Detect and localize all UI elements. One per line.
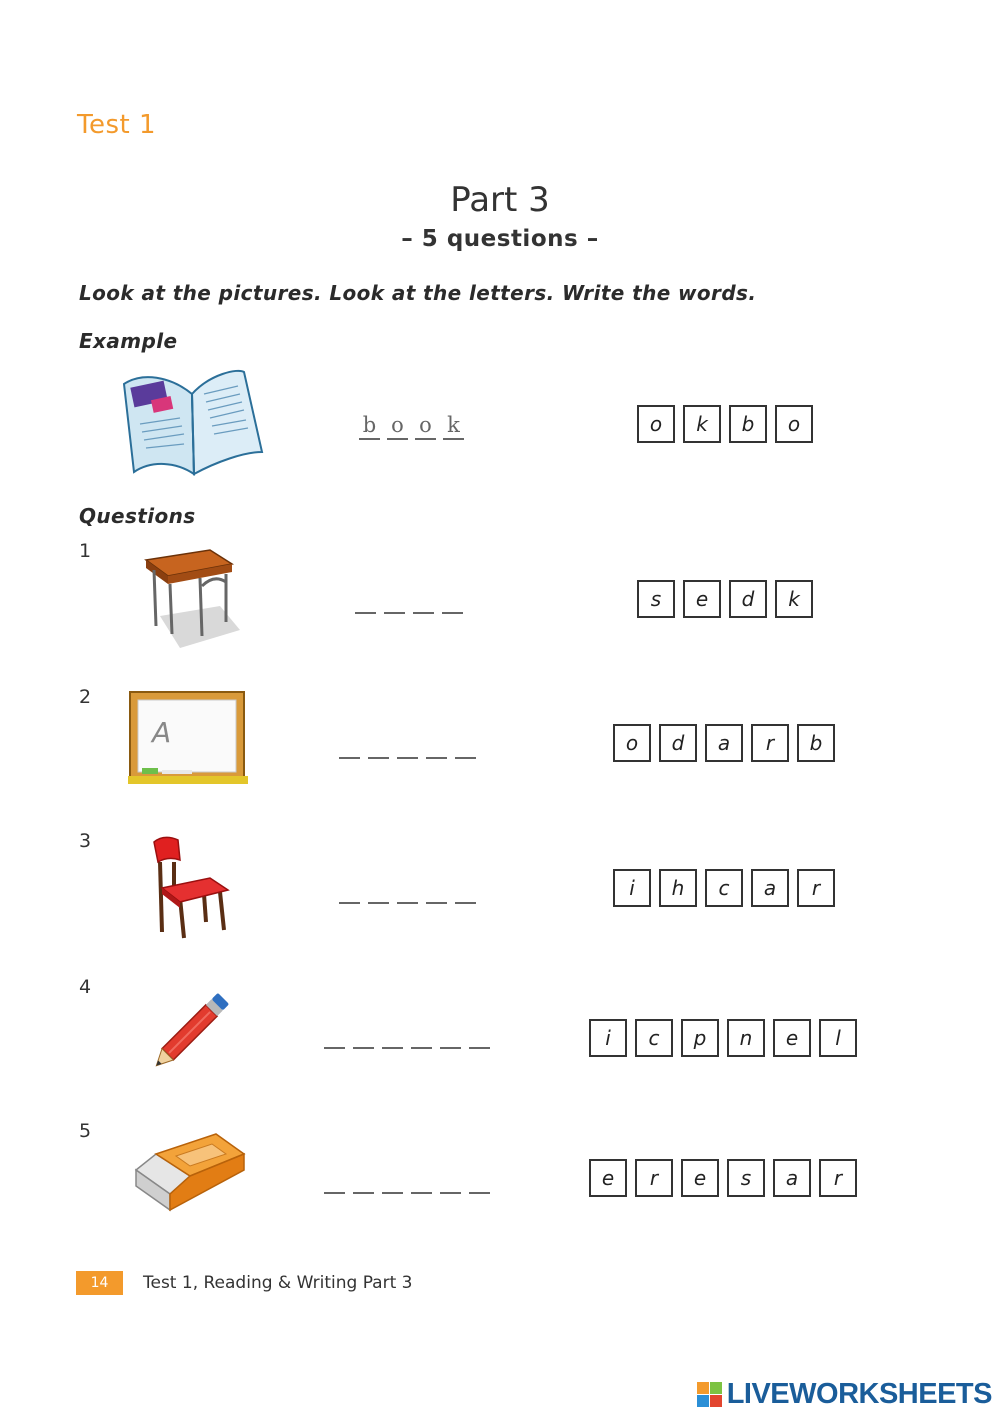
letter-tile: s (637, 580, 675, 618)
letter-tile: c (635, 1019, 673, 1057)
answer-blank[interactable] (442, 612, 463, 614)
instruction: Look at the pictures. Look at the letters. Write the words. (79, 281, 757, 305)
letter-tile: a (751, 869, 789, 907)
desk-icon (140, 546, 245, 656)
answer-blank[interactable] (440, 1047, 461, 1049)
example-label: Example (79, 329, 178, 353)
page-number-badge: 14 (76, 1271, 123, 1295)
example-answer-letter: o (387, 412, 408, 440)
letter-tile: a (705, 724, 743, 762)
eraser-icon (130, 1132, 248, 1218)
part-title: Part 3 (450, 180, 550, 220)
letter-tile: r (797, 869, 835, 907)
question-number: 3 (79, 830, 92, 852)
letter-tile: e (681, 1159, 719, 1197)
letter-tile: o (637, 405, 675, 443)
example-answer-letter: o (415, 412, 436, 440)
answer-blank[interactable] (411, 1192, 432, 1194)
question-number: 1 (79, 540, 92, 562)
answer-blank[interactable] (469, 1192, 490, 1194)
questions-label: Questions (79, 504, 196, 528)
answer-blank[interactable] (382, 1192, 403, 1194)
answer-blank[interactable] (397, 902, 418, 904)
answer-blank[interactable] (413, 612, 434, 614)
answer-blank[interactable] (355, 612, 376, 614)
answer-blank[interactable] (324, 1047, 345, 1049)
question-number: 5 (79, 1120, 92, 1142)
question-number: 2 (79, 686, 92, 708)
answer-blank[interactable] (368, 902, 389, 904)
letter-tile: r (819, 1159, 857, 1197)
letter-tile: b (729, 405, 767, 443)
letter-tile: a (773, 1159, 811, 1197)
letter-tile: d (659, 724, 697, 762)
answer-blank[interactable] (426, 902, 447, 904)
liveworksheets-logo (697, 1378, 992, 1411)
letter-tile: p (681, 1019, 719, 1057)
answer-blanks[interactable] (339, 902, 476, 904)
answer-blanks[interactable] (355, 612, 463, 614)
letter-tiles (637, 580, 813, 618)
letter-tile: o (613, 724, 651, 762)
letter-tile: b (797, 724, 835, 762)
board-letter: A (152, 716, 172, 749)
answer-blanks[interactable] (324, 1047, 490, 1049)
answer-blank[interactable] (397, 757, 418, 759)
chair-icon (150, 832, 235, 946)
answer-blank[interactable] (382, 1047, 403, 1049)
answer-blank[interactable] (368, 757, 389, 759)
book-icon (120, 364, 265, 480)
footer-text: Test 1, Reading & Writing Part 3 (143, 1273, 413, 1293)
letter-tile: d (729, 580, 767, 618)
letter-tile: i (589, 1019, 627, 1057)
answer-blank[interactable] (339, 902, 360, 904)
letter-tile: i (613, 869, 651, 907)
answer-blank[interactable] (324, 1192, 345, 1194)
letter-tile: e (683, 580, 721, 618)
answer-blank[interactable] (469, 1047, 490, 1049)
letter-tile: e (773, 1019, 811, 1057)
answer-blanks[interactable] (324, 1192, 490, 1194)
letter-tile: c (705, 869, 743, 907)
answer-blank[interactable] (426, 757, 447, 759)
answer-blank[interactable] (440, 1192, 461, 1194)
answer-blank[interactable] (455, 902, 476, 904)
letter-tile: h (659, 869, 697, 907)
part-subtitle: – 5 questions – (401, 226, 599, 252)
example-answer-letter: b (359, 412, 380, 440)
question-number: 4 (79, 976, 92, 998)
letter-tiles (613, 869, 835, 907)
example-letter-tiles (637, 405, 813, 443)
answer-blank[interactable] (411, 1047, 432, 1049)
answer-blank[interactable] (455, 757, 476, 759)
pencil-icon (138, 980, 244, 1086)
letter-tiles (589, 1159, 857, 1197)
letter-tile: n (727, 1019, 765, 1057)
letter-tile: e (589, 1159, 627, 1197)
letter-tile: l (819, 1019, 857, 1057)
letter-tiles (589, 1019, 857, 1057)
letter-tile: o (775, 405, 813, 443)
answer-blanks[interactable] (339, 757, 476, 759)
board-icon (128, 690, 250, 794)
letter-tiles (613, 724, 835, 762)
answer-blank[interactable] (384, 612, 405, 614)
letter-tile: r (635, 1159, 673, 1197)
brand-text: LIVEWORKSHEETS (726, 1378, 992, 1410)
letter-tile: r (751, 724, 789, 762)
example-answer (359, 412, 464, 440)
test-label: Test 1 (77, 110, 157, 140)
letter-tile: k (775, 580, 813, 618)
logo-grid-icon (697, 1382, 723, 1408)
answer-blank[interactable] (339, 757, 360, 759)
letter-tile: s (727, 1159, 765, 1197)
answer-blank[interactable] (353, 1047, 374, 1049)
example-answer-letter: k (443, 412, 464, 440)
answer-blank[interactable] (353, 1192, 374, 1194)
letter-tile: k (683, 405, 721, 443)
